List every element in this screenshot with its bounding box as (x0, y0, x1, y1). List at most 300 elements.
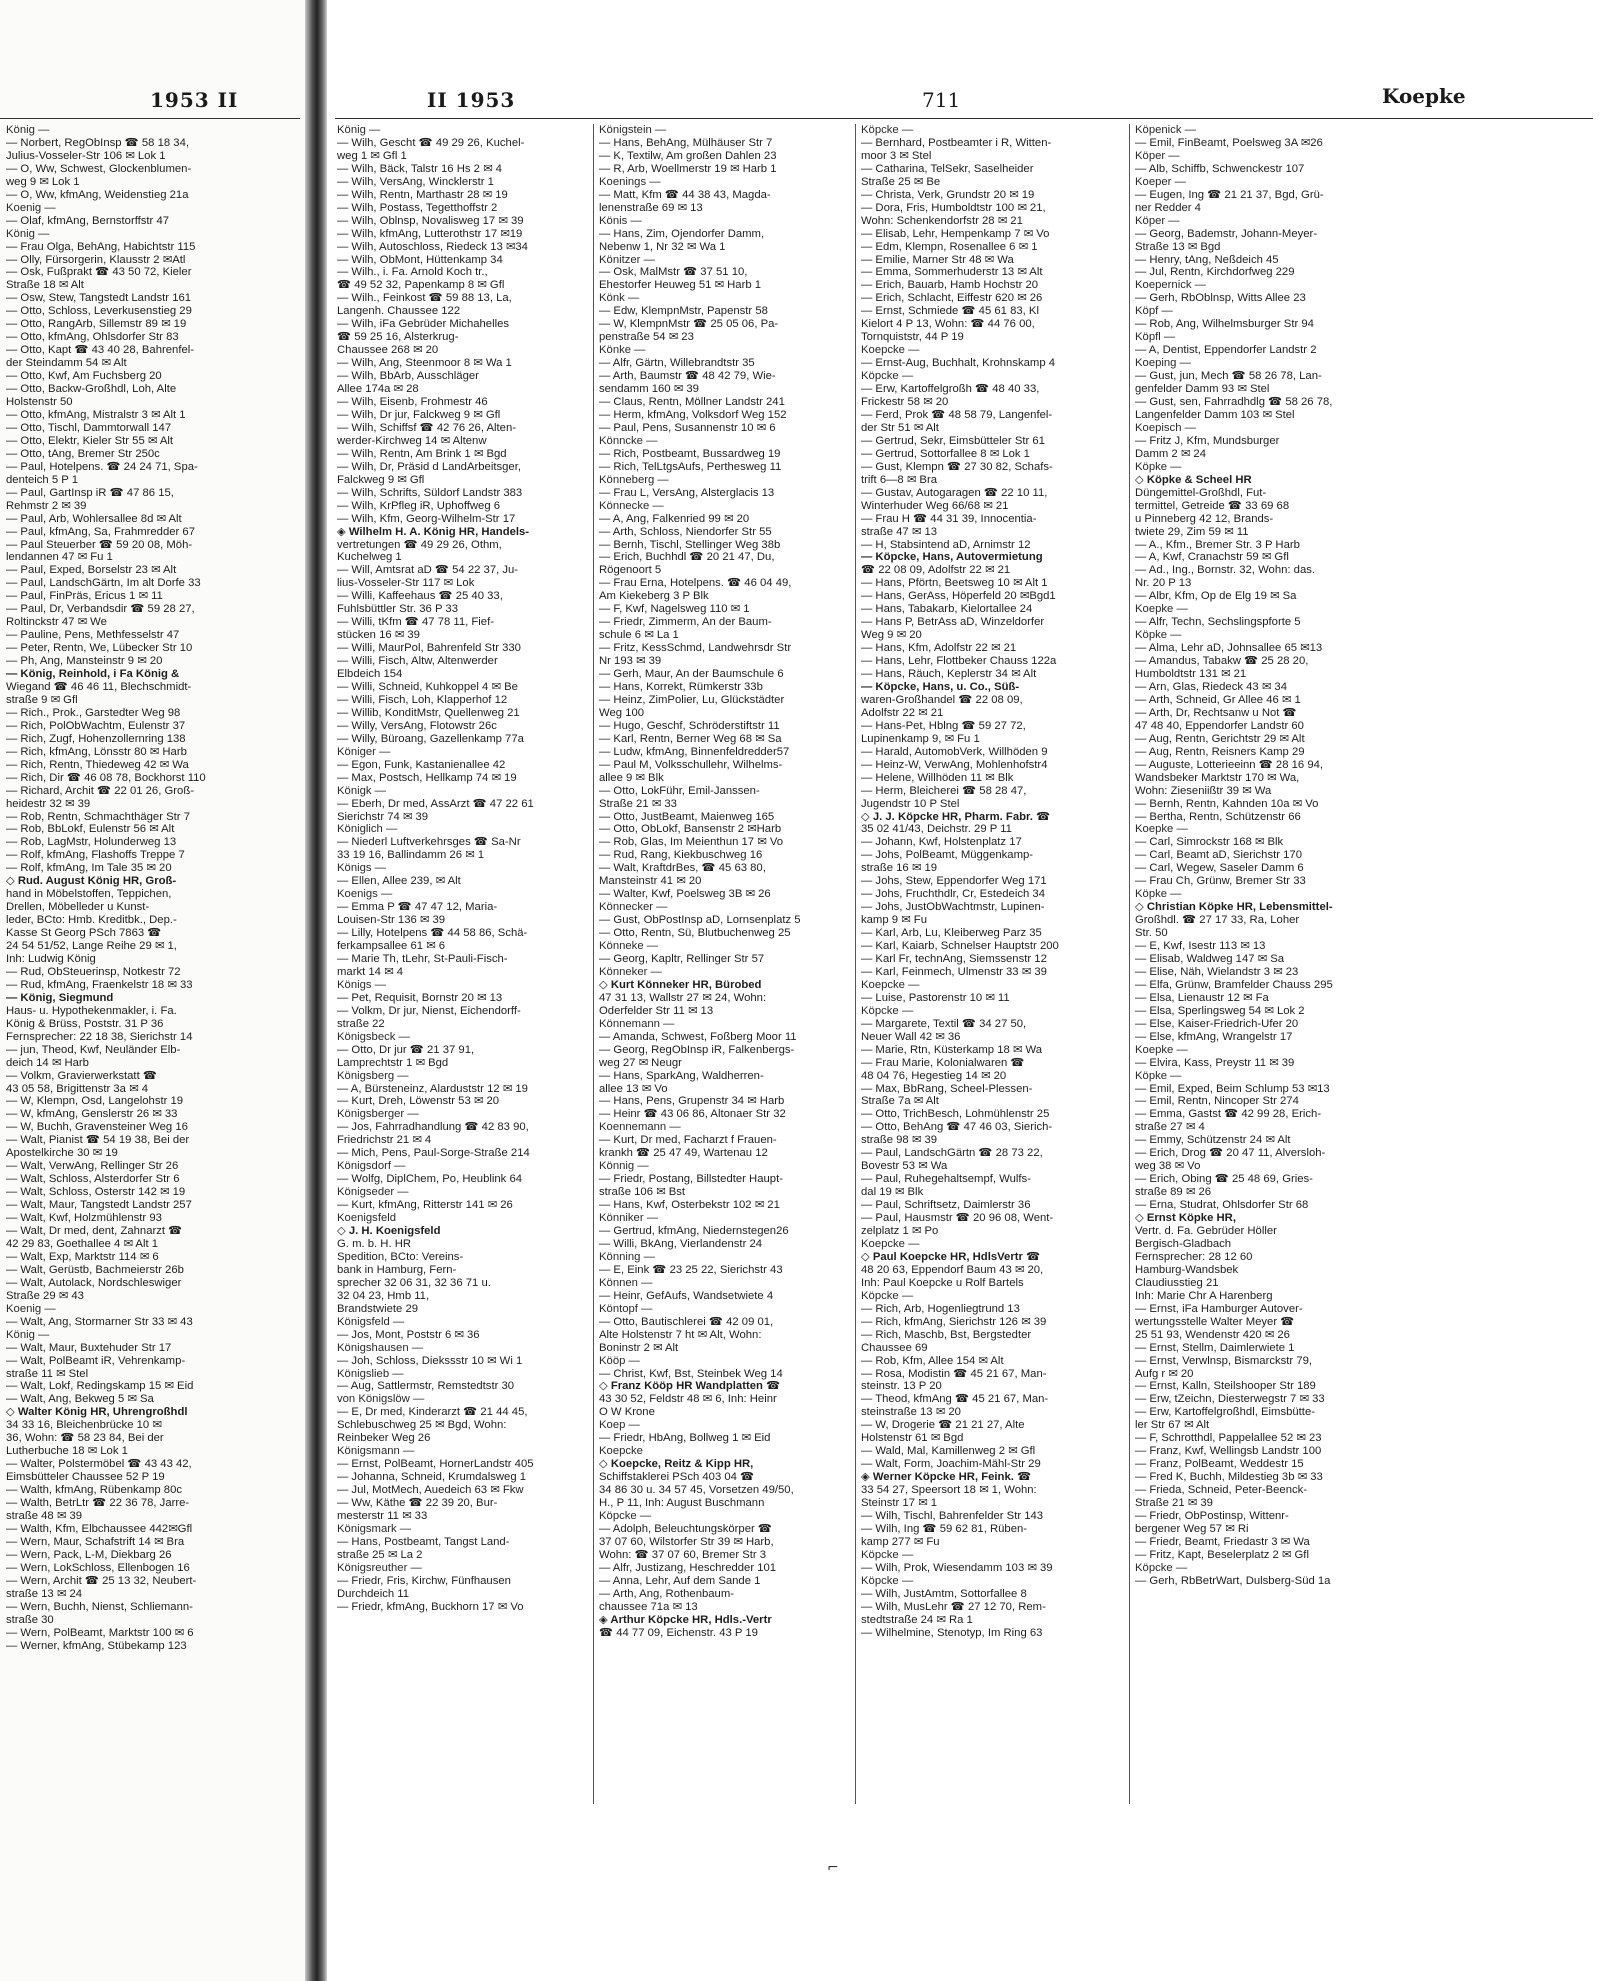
directory-entry-line: 33 54 27, Speersort 18 ✉ 1, Wohn: (861, 1484, 1037, 1497)
directory-entry-line: — W, KlempnMstr ☎ 25 05 06, Pa- (599, 318, 779, 331)
directory-entry-line: — Aug, Rentn, Gerichtstr 29 ✉ Alt (1135, 732, 1305, 745)
directory-entry-line: — Karl, Rentn, Berner Weg 68 ✉ Sa (599, 732, 782, 745)
directory-entry-line: — Rob, Ang, Wilhelmsburger Str 94 (1135, 318, 1314, 331)
directory-entry-line: — Albr, Kfm, Op de Elg 19 ✉ Sa (1135, 590, 1297, 603)
directory-entry-line: termittel, Getreide ☎ 33 69 68 (1135, 499, 1290, 512)
directory-entry-line: ◈ Werner Köpcke HR, Feink. ☎ (861, 1471, 1032, 1484)
directory-entry-line: 24 54 51/52, Lange Reihe 29 ✉ 1, (6, 940, 177, 953)
directory-entry-line: Vertr. d. Fa. Gebrüder Höller (1135, 1225, 1277, 1238)
directory-entry-line: — Walth, BetrLtr ☎ 22 36 78, Jarre- (6, 1497, 190, 1510)
directory-entry-line: Winterhuder Weg 66/68 ✉ 21 (861, 499, 1009, 512)
directory-entry-line: — Walt, Exp, Marktstr 114 ✉ 6 (6, 1250, 159, 1263)
directory-entry-line: — Otto, BehAng ☎ 47 46 03, Sierich- (861, 1121, 1053, 1134)
directory-entry-line: — Walt, Maur, Buxtehuder Str 17 (6, 1341, 172, 1354)
directory-entry-line: — Paul, Ruhegehaltsempf, Wulfs- (861, 1173, 1031, 1186)
directory-entry-line: — Karl, Kaiarb, Schnelser Hauptstr 200 (861, 940, 1059, 953)
directory-entry-line: — Friedr, Fris, Kirchw, Fünfhausen (337, 1574, 511, 1587)
directory-entry-line: — Otto, Backw-Großhdl, Loh, Alte (6, 383, 177, 396)
directory-entry-line: — Hans, Zim, Ojendorfer Damm, (599, 227, 765, 240)
directory-entry-line: — Frau Olga, BehAng, Habichtstr 115 (6, 240, 196, 253)
directory-entry-line: Königsbeck — (337, 1030, 410, 1043)
directory-entry-line: — Otto, tAng, Bremer Str 250c (6, 447, 160, 460)
directory-entry-line: — Max, Postsch, Hellkamp 74 ✉ 19 (337, 771, 517, 784)
directory-entry-line: — Johs, JustObWachtmstr, Lupinen- (861, 901, 1045, 914)
directory-entry-line: Boninstr 2 ✉ Alt (599, 1341, 679, 1354)
directory-entry-line: kamp 9 ✉ Fu (861, 914, 927, 927)
directory-entry-line: — Johs, Stew, Eppendorfer Weg 171 (861, 875, 1047, 888)
directory-entry-line: allee 9 ✉ Blk (599, 771, 664, 784)
directory-entry-line: — Hans, Tabakarb, Kielortallee 24 (861, 603, 1033, 616)
directory-entry-line: ◇ Ernst Köpke HR, (1135, 1212, 1236, 1225)
directory-entry-line: — Otto, Dr jur ☎ 21 37 91, (337, 1043, 475, 1056)
book-gutter (305, 0, 327, 1981)
directory-entry-line: — Emma, Gastst ☎ 42 99 28, Erich- (1135, 1108, 1322, 1121)
directory-entry-line: — Alma, Lehr aD, Johnsallee 65 ✉13 (1135, 642, 1323, 655)
directory-entry-line: — Werner, kfmAng, Stübekamp 123 (6, 1639, 187, 1652)
directory-entry-line: ◇ Christian Köpke HR, Lebensmittel- (1135, 901, 1333, 914)
directory-entry-line: Damm 2 ✉ 24 (1135, 447, 1206, 460)
directory-entry-line: — Rich, TelLtgsAufs, Perthesweg 11 (599, 460, 782, 473)
directory-entry-line: — F, Kwf, Nagelsweg 110 ✉ 1 (599, 603, 750, 616)
directory-entry-line: Mansteinstr 41 ✉ 20 (599, 875, 702, 888)
directory-entry-line: — Rich, Zugf, Hohenzollernring 138 (6, 732, 186, 745)
directory-entry-line: Köntopf — (599, 1302, 653, 1315)
directory-entry-line: — A, Bürsteneinz, Alarduststr 12 ✉ 19 (337, 1082, 528, 1095)
directory-entry-line: — Rosa, Modistin ☎ 45 21 67, Man- (861, 1367, 1047, 1380)
directory-entry-line: zelplatz 1 ✉ Po (861, 1225, 939, 1238)
directory-entry-line: Köpcke — (599, 1509, 652, 1522)
directory-entry-line: straße 48 ✉ 39 (6, 1509, 83, 1522)
directory-entry-line: Steinstr 17 ✉ 1 (861, 1497, 938, 1510)
directory-entry-line: — Walt, Pianist ☎ 54 19 38, Bei der (6, 1134, 190, 1147)
directory-entry-line: Bovestr 53 ✉ Wa (861, 1160, 948, 1173)
directory-entry-line: — Willi, Fisch, Loh, Klapperhof 12 (337, 693, 508, 706)
directory-entry-line: Wohn: Schenkendorfstr 28 ✉ 21 (861, 214, 1023, 227)
directory-entry-line: Königseder — (337, 1186, 409, 1199)
directory-entry-line: — Rich, Maschb, Bst, Bergstedter (861, 1328, 1032, 1341)
directory-entry-line: — Luise, Pastorenstr 10 ✉ 11 (861, 991, 1010, 1004)
directory-entry-line: — Jul, MotMech, Auedeich 63 ✉ Fkw (337, 1484, 524, 1497)
directory-entry-line: — Johs, Fruchthdlr, Cr, Estedeich 34 (861, 888, 1045, 901)
directory-entry-line: — Georg, RegObInsp iR, Falkenbergs- (599, 1043, 795, 1056)
directory-entry-line: — A, Dentist, Eppendorfer Landstr 2 (1135, 344, 1317, 357)
directory-entry-line: — Wilh, VersAng, Wincklerstr 1 (337, 175, 494, 188)
directory-entry-line: Koepke — (1135, 823, 1188, 836)
directory-entry-line: Königsmark — (337, 1522, 412, 1535)
directory-entry-line: Köpcke — (861, 1548, 914, 1561)
directory-entry-line: Schlebuschweg 25 ✉ Bgd, Wohn: (337, 1419, 507, 1432)
directory-entry-line: — A, Kwf, Cranachstr 59 ✉ Gfl (1135, 551, 1289, 564)
directory-entry-line: — Rich, Rentn, Thiedeweg 42 ✉ Wa (6, 758, 189, 771)
directory-entry-line: — Walt, Autolack, Nordschleswiger (6, 1276, 182, 1289)
directory-entry-line: Koenig — (6, 1302, 56, 1315)
directory-entry-line: Reinbeker Weg 26 (337, 1432, 431, 1445)
directory-entry-line: — F, Schrotthdl, Pappelallee 52 ✉ 23 (1135, 1432, 1322, 1445)
directory-entry-line: Rehmstr 2 ✉ 39 (6, 499, 87, 512)
directory-entry-line: hand in Möbelstoffen, Teppichen, (6, 888, 172, 901)
directory-entry-line: — Paul, FinPräs, Ericus 1 ✉ 11 (6, 590, 163, 603)
directory-entry-line: — Arth, Ang, Rothenbaum- (599, 1587, 735, 1600)
column-divider (855, 124, 856, 1804)
directory-entry-line: — Wilh, Dr, Präsid d LandArbeitsger, (337, 460, 521, 473)
directory-entry-line: — Walt, Ang, Bekweg 5 ✉ Sa (6, 1393, 154, 1406)
directory-entry-line: — Mich, Pens, Paul-Sorge-Straße 214 (337, 1147, 530, 1160)
directory-entry-line: — Gerh, RbOblnsp, Witts Allee 23 (1135, 292, 1306, 305)
directory-entry-line: — Carl, Beamt aD, Sierichstr 170 (1135, 849, 1302, 862)
directory-entry-line: — Walt, Gerüstb, Bachmeierstr 26b (6, 1263, 184, 1276)
directory-entry-line: — W, Klempn, Osd, Langelohstr 19 (6, 1095, 184, 1108)
directory-entry-line: ☎ 22 08 09, Adolfstr 22 ✉ 21 (861, 564, 1011, 577)
left-page-partial (0, 0, 305, 1981)
directory-entry-line: Koenigs — (337, 888, 393, 901)
directory-entry-line: König — (337, 124, 381, 136)
directory-entry-line: Lamprechtstr 1 ✉ Bgd (337, 1056, 449, 1069)
directory-entry-line: — Rud, ObSteuerinsp, Notkestr 72 (6, 965, 181, 978)
directory-entry-line: penstraße 54 ✉ 23 (599, 331, 694, 344)
directory-entry-line: — Paul, Hausmstr ☎ 20 96 08, Went- (861, 1212, 1054, 1225)
directory-entry-line: Wohn: Zieseniißtr 39 ✉ Wa (1135, 784, 1272, 797)
directory-entry-line: — Heinz, ZimPolier, Lu, Glückstädter (599, 693, 785, 706)
directory-entry-line: — Carl, Simrockstr 168 ✉ Blk (1135, 836, 1284, 849)
directory-entry-line: — Max, BbRang, Scheel-Plessen- (861, 1082, 1033, 1095)
directory-entry-line: Königlich — (337, 823, 398, 836)
directory-entry-line: — Friedr, HbAng, Bollweg 1 ✉ Eid (599, 1432, 771, 1445)
directory-entry-line: — Jos, Fahrradhandlung ☎ 42 83 90, (337, 1121, 529, 1134)
directory-entry-line: — Otto, Kwf, Am Fuchsberg 20 (6, 370, 162, 383)
directory-entry-line: Straße 13 ✉ Bgd (1135, 240, 1221, 253)
directory-entry-line: — Hans, Räuch, Keplerstr 34 ✉ Alt (861, 668, 1037, 681)
directory-entry-line: ◈ Arthur Köpcke HR, Hdls.-Vertr (599, 1613, 772, 1626)
directory-entry-line: — Otto, RangArb, Sillemstr 89 ✉ 19 (6, 318, 187, 331)
directory-entry-line: ☎ 49 52 32, Papenkamp 8 ✉ Gfl (337, 279, 505, 292)
directory-entry-line: Könk — (599, 292, 640, 305)
directory-entry-line: Großhdl. ☎ 27 17 33, Ra, Loher (1135, 914, 1300, 927)
directory-entry-line: — Johanna, Schneid, Krumdalsweg 1 (337, 1471, 527, 1484)
directory-entry-line: — Gust, ObPostInsp aD, Lornsenplatz 5 (599, 914, 801, 927)
directory-entry-line: — Rich, kfmAng, Lönsstr 80 ✉ Harb (6, 745, 187, 758)
directory-entry-line: — Arth, Dr, Rechtsanw u Not ☎ (1135, 706, 1297, 719)
directory-entry-line: — Dora, Fris, Humboldtstr 100 ✉ 21, (861, 201, 1046, 214)
directory-entry-line: Apostelkirche 30 ✉ 19 (6, 1147, 118, 1160)
directory-entry-line: — Olly, Fürsorgerin, Klausstr 2 ✉Atl (6, 253, 186, 266)
directory-entry-line: Am Kiekeberg 3 P Blk (599, 590, 709, 603)
directory-entry-line: Kuchelweg 1 (337, 551, 402, 564)
directory-entry-line: — Emil, FinBeamt, Poelsweg 3A ✉26 (1135, 136, 1323, 149)
left-page-year: 1953 II (150, 88, 239, 112)
directory-entry-line: Königsmann — (337, 1445, 415, 1458)
directory-entry-line: ner Redder 4 (1135, 201, 1201, 214)
directory-entry-line: — Hugo, Geschf, Schröderstiftstr 11 (599, 719, 780, 732)
directory-column-2 (599, 124, 849, 1640)
directory-entry-line: Straße 29 ✉ 43 (6, 1289, 84, 1302)
directory-entry-line: — Elsa, Lienaustr 12 ✉ Fa (1135, 991, 1269, 1004)
directory-entry-line: — Fritz J, Kfm, Mundsburger (1135, 434, 1280, 447)
directory-entry-line: Königer — (337, 745, 391, 758)
directory-entry-line: — Otto, kfmAng, Ohlsdorfer Str 83 (6, 331, 179, 344)
directory-entry-line: — Wald, Mal, Kamillenweg 2 ✉ Gfl (861, 1445, 1036, 1458)
directory-entry-line: — Alfr, Justizang, Heschredder 101 (599, 1561, 777, 1574)
directory-entry-line: straße 89 ✉ 26 (1135, 1186, 1212, 1199)
directory-entry-line: — Ferd, Prok ☎ 48 58 79, Langenfel- (861, 408, 1053, 421)
directory-entry-line: — Wilhelmine, Stenotyp, Im Ring 63 (861, 1626, 1043, 1639)
directory-column-4 (1135, 124, 1397, 1588)
directory-entry-line: — Erich, Drog ☎ 20 47 11, Alversloh- (1135, 1147, 1326, 1160)
directory-entry-line: Koeper — (1135, 175, 1186, 188)
directory-entry-line: — Emilie, Marner Str 48 ✉ Wa (861, 253, 1014, 266)
directory-entry-line: kamp 277 ✉ Fu (861, 1535, 940, 1548)
directory-entry-line: — Willi, Kaffeehaus ☎ 25 40 33, (337, 590, 503, 603)
directory-entry-line: — Georg, Bademstr, Johann-Meyer- (1135, 227, 1318, 240)
directory-entry-line: — Elsa, Sperlingsweg 54 ✉ Lok 2 (1135, 1004, 1305, 1017)
directory-entry-line: — Wilh, Autoschloss, Riedeck 13 ✉34 (337, 240, 528, 253)
directory-entry-line: — Rich, Arb, Hogenliegtrund 13 (861, 1302, 1020, 1315)
directory-entry-line: — Otto, ObLokf, Bansenstr 2 ✉Harb (599, 823, 782, 836)
right-page-header (327, 84, 1600, 118)
directory-entry-line: — Auguste, Lotterieeinn ☎ 28 16 94, (1135, 758, 1324, 771)
right-page (327, 0, 1600, 1981)
directory-entry-line: Koepcke (599, 1445, 643, 1458)
directory-entry-line: — Osk, Fußprakt ☎ 43 50 72, Kieler (6, 266, 192, 279)
directory-entry-line: markt 14 ✉ 4 (337, 965, 403, 978)
directory-entry-line: — Wilh, Rentn, Marthastr 28 ✉ 19 (337, 188, 508, 201)
directory-entry-line: — Walter, Kwf, Poelsweg 3B ✉ 26 (599, 888, 771, 901)
directory-entry-line: — Otto, Schloss, Leverkusenstieg 29 (6, 305, 192, 318)
directory-entry-line: — Erw, tZeichn, Diesterwegstr 7 ✉ 33 (1135, 1393, 1325, 1406)
directory-entry-line: sprecher 32 06 31, 32 36 71 u. (337, 1276, 491, 1289)
directory-entry-line: Köpf — (1135, 305, 1173, 318)
directory-entry-line: trift 6—8 ✉ Bra (861, 473, 938, 486)
directory-entry-line: — Walth, kfmAng, Rübenkamp 80c (6, 1484, 183, 1497)
column-divider (593, 124, 594, 1804)
directory-entry-line: Koepcke — (861, 344, 920, 357)
directory-entry-line: Köpcke — (861, 1289, 914, 1302)
directory-entry-line: — Ernst, Stellm, Daimlerwiete 1 (1135, 1341, 1295, 1354)
directory-entry-line: — Gust, sen, Fahrradhdlg ☎ 58 26 78, (1135, 396, 1333, 409)
directory-entry-line: — Wilh., Feinkost ☎ 59 88 13, La, (337, 292, 512, 305)
directory-entry-line: 36, Wohn: ☎ 58 23 84, Bei der (6, 1432, 164, 1445)
directory-entry-line: Wohn: ☎ 37 07 60, Bremer Str 3 (599, 1548, 767, 1561)
directory-entry-line: wertungsstelle Walter Meyer ☎ (1135, 1315, 1295, 1328)
directory-entry-line: — Henry, tAng, Neßdeich 45 (1135, 253, 1279, 266)
directory-entry-line: — Rob, LagMstr, Holunderweg 13 (6, 836, 177, 849)
directory-entry-line: Könneke — (599, 940, 659, 953)
directory-entry-line: — Wern, Pack, L-M, Diekbarg 26 (6, 1548, 172, 1561)
directory-entry-line: straße 25 ✉ La 2 (337, 1548, 423, 1561)
directory-entry-line: — Paul, Schriftsetz, Daimlerstr 36 (861, 1199, 1031, 1212)
directory-entry-line: — Walt, Maur, Tangstedt Landstr 257 (6, 1199, 192, 1212)
directory-entry-line: Frickestr 58 ✉ 20 (861, 396, 949, 409)
directory-entry-line: — Joh, Schloss, Diekssstr 10 ✉ Wi 1 (337, 1354, 523, 1367)
directory-entry-line: — Otto, Tischl, Dammtorwall 147 (6, 421, 172, 434)
directory-entry-line: weg 27 ✉ Neugr (599, 1056, 682, 1069)
directory-entry-line: — Alb, Schiffb, Schwenckestr 107 (1135, 162, 1305, 175)
directory-entry-line: sendamm 160 ✉ 39 (599, 383, 699, 396)
directory-entry-line: — Gust, jun, Mech ☎ 58 26 78, Lan- (1135, 370, 1322, 383)
directory-entry-line: — Ludw, kfmAng, Binnenfeldredder57 (599, 745, 790, 758)
directory-entry-line: — Wilh, MusLehr ☎ 27 12 70, Rem- (861, 1600, 1046, 1613)
directory-entry-line: von Königslöw — (337, 1393, 425, 1406)
directory-entry-line: 42 29 83, Goethallee 4 ✉ Alt 1 (6, 1237, 159, 1250)
directory-entry-line: König & Brüss, Poststr. 31 P 36 (6, 1017, 164, 1030)
directory-entry-line: — Emmy, Schützenstr 24 ✉ Alt (1135, 1134, 1291, 1147)
directory-entry-line: — Johs, PolBeamt, Müggenkamp- (861, 849, 1034, 862)
left-header-rule (0, 118, 300, 119)
directory-entry-line: denteich 5 P 1 (6, 473, 79, 486)
directory-entry-line: — Karl Fr, technAng, Siemssenstr 12 (861, 953, 1047, 965)
directory-entry-line: — Walt, Ang, Stormarner Str 33 ✉ 43 (6, 1315, 193, 1328)
directory-entry-line: — Rich, Postbeamt, Bussardweg 19 (599, 447, 781, 460)
directory-entry-line: — Friedr, kfmAng, Buckhorn 17 ✉ Vo (337, 1600, 524, 1613)
directory-entry-line: — Arth, Schloss, Niendorfer Str 55 (599, 525, 772, 538)
directory-entry-line: Louisen-Str 136 ✉ 39 (337, 914, 446, 927)
directory-entry-line: — König, Reinhold, i Fa König & (6, 668, 180, 681)
directory-entry-line: — Wilh, Schrifts, Süldorf Landstr 383 (337, 486, 523, 499)
directory-entry-line: — Willi, MaurPol, Bahrenfeld Str 330 (337, 642, 521, 655)
directory-entry-line: G. m. b. H. HR (337, 1237, 412, 1250)
directory-entry-line: — Harald, AutomobVerk, Willhöden 9 (861, 745, 1048, 758)
right-page-year: II 1953 (427, 88, 516, 112)
directory-entry-line: Köper — (1135, 149, 1180, 162)
directory-entry-line: ☎ 44 77 09, Eichenstr. 43 P 19 (599, 1626, 758, 1639)
directory-entry-line: — Egon, Funk, Kastanienallee 42 (337, 758, 506, 771)
directory-entry-line: Königsberg — (337, 1069, 409, 1082)
directory-entry-line: — Heinr, GefAufs, Wandsetwiete 4 (599, 1289, 774, 1302)
directory-entry-line: leder, BCto: Hmb. Kreditbk., Dep.- (6, 914, 177, 927)
directory-entry-line: — Aug, Rentn, Reisners Kamp 29 (1135, 745, 1305, 758)
directory-entry-line: — Friedr, Zimmerm, An der Baum- (599, 616, 772, 629)
directory-entry-line: König — (6, 1328, 50, 1341)
directory-entry-line: Nr 193 ✉ 39 (599, 655, 662, 668)
directory-entry-line: Koenings — (599, 175, 661, 188)
directory-entry-line: — Fritz, Kapt, Beselerplatz 2 ✉ Gfl (1135, 1548, 1309, 1561)
directory-entry-line: — Emma P ☎ 47 47 12, Maria- (337, 901, 498, 914)
directory-entry-line: — Amanda, Schwest, Foßberg Moor 11 (599, 1030, 797, 1043)
directory-entry-line: — Franz, PolBeamt, Weddestr 15 (1135, 1458, 1304, 1471)
directory-entry-line: — Volkm, Gravierwerkstatt ☎ (6, 1069, 157, 1082)
directory-entry-line: Tornquiststr, 44 P 19 (861, 331, 964, 344)
directory-entry-line: — Otto, Rentn, Sü, Blutbuchenweg 25 (599, 927, 791, 940)
directory-entry-line: waren-Großhandel ☎ 22 08 09, (861, 693, 1023, 706)
directory-entry-line: — jun, Theod, Kwf, Neuländer Elb- (6, 1043, 181, 1056)
directory-entry-line: — Jos, Mont, Poststr 6 ✉ 36 (337, 1328, 480, 1341)
directory-entry-line: — Hans P, BetrAss aD, Winzeldorfer (861, 616, 1045, 629)
directory-entry-line: — Wilh, kfmAng, Lutterothstr 17 ✉19 (337, 227, 523, 240)
page-number: 711 (922, 88, 961, 112)
directory-entry-line: Koepisch — (1135, 421, 1196, 434)
directory-entry-line: — Erich, Buchhdl ☎ 20 21 47, Du, (599, 551, 775, 564)
directory-entry-line: — Wilh, Oblnsp, Novalisweg 17 ✉ 39 (337, 214, 524, 227)
directory-entry-line: straße 106 ✉ Bst (599, 1186, 686, 1199)
directory-entry-line: Könnemann — (599, 1017, 675, 1030)
directory-entry-line: — Willy, Büroang, Gazellenkamp 77a (337, 732, 524, 745)
directory-entry-line: — Hans, Korrekt, Rümkerstr 33b (599, 680, 763, 693)
directory-entry-line: — Emil, Rentn, Nincoper Str 274 (1135, 1095, 1299, 1108)
directory-entry-line: Durchdeich 11 (337, 1587, 410, 1600)
directory-entry-line: Könniker — (599, 1212, 659, 1225)
directory-entry-line: Könning — (599, 1250, 655, 1263)
directory-entry-line: — Otto, Elektr, Kieler Str 55 ✉ Alt (6, 434, 174, 447)
directory-entry-line: Königstein — (599, 124, 667, 136)
directory-entry-line: — Marie, Rtn, Küsterkamp 18 ✉ Wa (861, 1043, 1043, 1056)
directory-entry-line: — Elfa, Grünw, Bramfelder Chauss 295 (1135, 978, 1333, 991)
directory-entry-line: Könitzer — (599, 253, 655, 266)
directory-entry-line: — Otto, JustBeamt, Maienweg 165 (599, 810, 775, 823)
column-divider (1129, 124, 1130, 1804)
directory-entry-line: schule 6 ✉ La 1 (599, 629, 679, 642)
directory-entry-line: — Wilh, Schiffsf ☎ 42 76 26, Alten- (337, 421, 517, 434)
directory-entry-line: — Willi, tKfm ☎ 47 78 11, Fief- (337, 616, 494, 629)
directory-entry-line: 48 04 76, Hegestieg 14 ✉ 20 (861, 1069, 1007, 1082)
directory-entry-line: lius-Vosseler-Str 117 ✉ Lok (337, 577, 475, 590)
directory-entry-line: Falckweg 9 ✉ Gfl (337, 473, 425, 486)
directory-entry-line: — Wern, Buchh, Nienst, Schliemann- (6, 1600, 193, 1613)
directory-entry-line: — Gertrud, Sekr, Eimsbütteler Str 61 (861, 434, 1045, 447)
directory-entry-line: dal 19 ✉ Blk (861, 1186, 924, 1199)
directory-entry-line: 34 86 30 u. 34 57 45, Vorsetzen 49/50, (599, 1484, 794, 1497)
directory-entry-line: ◇ Paul Koepcke HR, HdlsVertr ☎ (861, 1250, 1041, 1263)
directory-entry-line: Köpcke — (861, 1004, 914, 1017)
directory-entry-line: — Wilh, BbArb, Ausschläger (337, 370, 479, 383)
directory-entry-line: Ehestorfer Heuweg 51 ✉ Harb 1 (599, 279, 762, 292)
directory-entry-line: Könnig — (599, 1160, 649, 1173)
directory-entry-line: Drellen, Möbelleder u Kunst- (6, 901, 150, 914)
directory-entry-line: Straße 21 ✉ 33 (599, 797, 677, 810)
directory-entry-line: — Wilh, Gescht ☎ 49 29 26, Kuchel- (337, 136, 525, 149)
directory-entry-line: Koepcke — (861, 978, 920, 991)
directory-entry-line: — Gertrud, Sottorfallee 8 ✉ Lok 1 (861, 447, 1030, 460)
directory-entry-line: Holstenstr 50 (6, 396, 73, 409)
directory-entry-line: — Wern, PolBeamt, Marktstr 100 ✉ 6 (6, 1626, 194, 1639)
directory-entry-line: — Eberh, Dr med, AssArzt ☎ 47 22 61 (337, 797, 534, 810)
directory-entry-line: Weg 9 ✉ 20 (861, 629, 922, 642)
directory-entry-line: — Fritz, KessSchmd, Landwehrsdr Str (599, 642, 792, 655)
directory-entry-line: — Ww, Käthe ☎ 22 39 20, Bur- (337, 1497, 498, 1510)
directory-entry-line: — Edw, KlempnMstr, Papenstr 58 (599, 305, 768, 318)
directory-entry-line: Koeping — (1135, 357, 1191, 370)
directory-entry-line: — Gerh, Maur, An der Baumschule 6 (599, 668, 784, 681)
directory-entry-line: — Wilh, iFa Gebrüder Michahelles (337, 318, 510, 331)
directory-entry-line: — Erna, Studrat, Ohlsdorfer Str 68 (1135, 1199, 1309, 1212)
directory-entry-line: 37 07 60, Wilstorfer Str 39 ✉ Harb, (599, 1535, 774, 1548)
directory-entry-line: — Wilh, JustAmtm, Sottorfallee 8 (861, 1587, 1027, 1600)
directory-entry-line: straße 22 (337, 1017, 385, 1030)
directory-entry-line: — E, Eink ☎ 23 25 22, Sierichstr 43 (599, 1263, 783, 1276)
directory-entry-line: — Otto, LokFühr, Emil-Janssen- (599, 784, 760, 797)
directory-entry-line: — Walth, Kfm, Elbchaussee 442✉Gfl (6, 1522, 193, 1535)
directory-entry-line: — Hans, Pens, Grupenstr 34 ✉ Harb (599, 1095, 785, 1108)
directory-entry-line: — Paul, Dr, Verbandsdir ☎ 59 28 27, (6, 603, 195, 616)
directory-entry-line: Aufg r ✉ 20 (1135, 1367, 1194, 1380)
directory-entry-line: — Frau L, VersAng, Alsterglacis 13 (599, 486, 775, 499)
directory-entry-line: — Walt, Schloss, Osterstr 142 ✉ 19 (6, 1186, 186, 1199)
directory-entry-line: — Wern, Maur, Schafstrift 14 ✉ Bra (6, 1535, 185, 1548)
directory-entry-line: — Christ, Kwf, Bst, Steinbek Weg 14 (599, 1367, 783, 1380)
directory-entry-line: — Friedr, Beamt, Friedastr 3 ✉ Wa (1135, 1535, 1310, 1548)
directory-entry-line: ◇ Walter König HR, Uhrengroßhdl (6, 1406, 188, 1419)
directory-entry-line: — Rob, BbLokf, Eulenstr 56 ✉ Alt (6, 823, 175, 836)
directory-entry-line: Sierichstr 74 ✉ 39 (337, 810, 429, 823)
directory-entry-line: — Friedr, ObPostinsp, Wittenr- (1135, 1509, 1289, 1522)
directory-entry-line: Könneberg — (599, 473, 669, 486)
directory-entry-line: König — (6, 124, 50, 136)
directory-entry-line: — Osw, Stew, Tangstedt Landstr 161 (6, 292, 192, 305)
directory-entry-line: Bergisch-Gladbach (1135, 1237, 1232, 1250)
directory-entry-line: steinstraße 13 ✉ 20 (861, 1406, 961, 1419)
directory-entry-line: — H, Stabsintend aD, Arnimstr 12 (861, 538, 1031, 551)
directory-entry-line: Straße 7a ✉ Alt (861, 1095, 939, 1108)
directory-entry-line: — Christa, Verk, Grundstr 20 ✉ 19 (861, 188, 1035, 201)
directory-entry-line: — Aug, Sattlermstr, Remstedtstr 30 (337, 1380, 515, 1393)
